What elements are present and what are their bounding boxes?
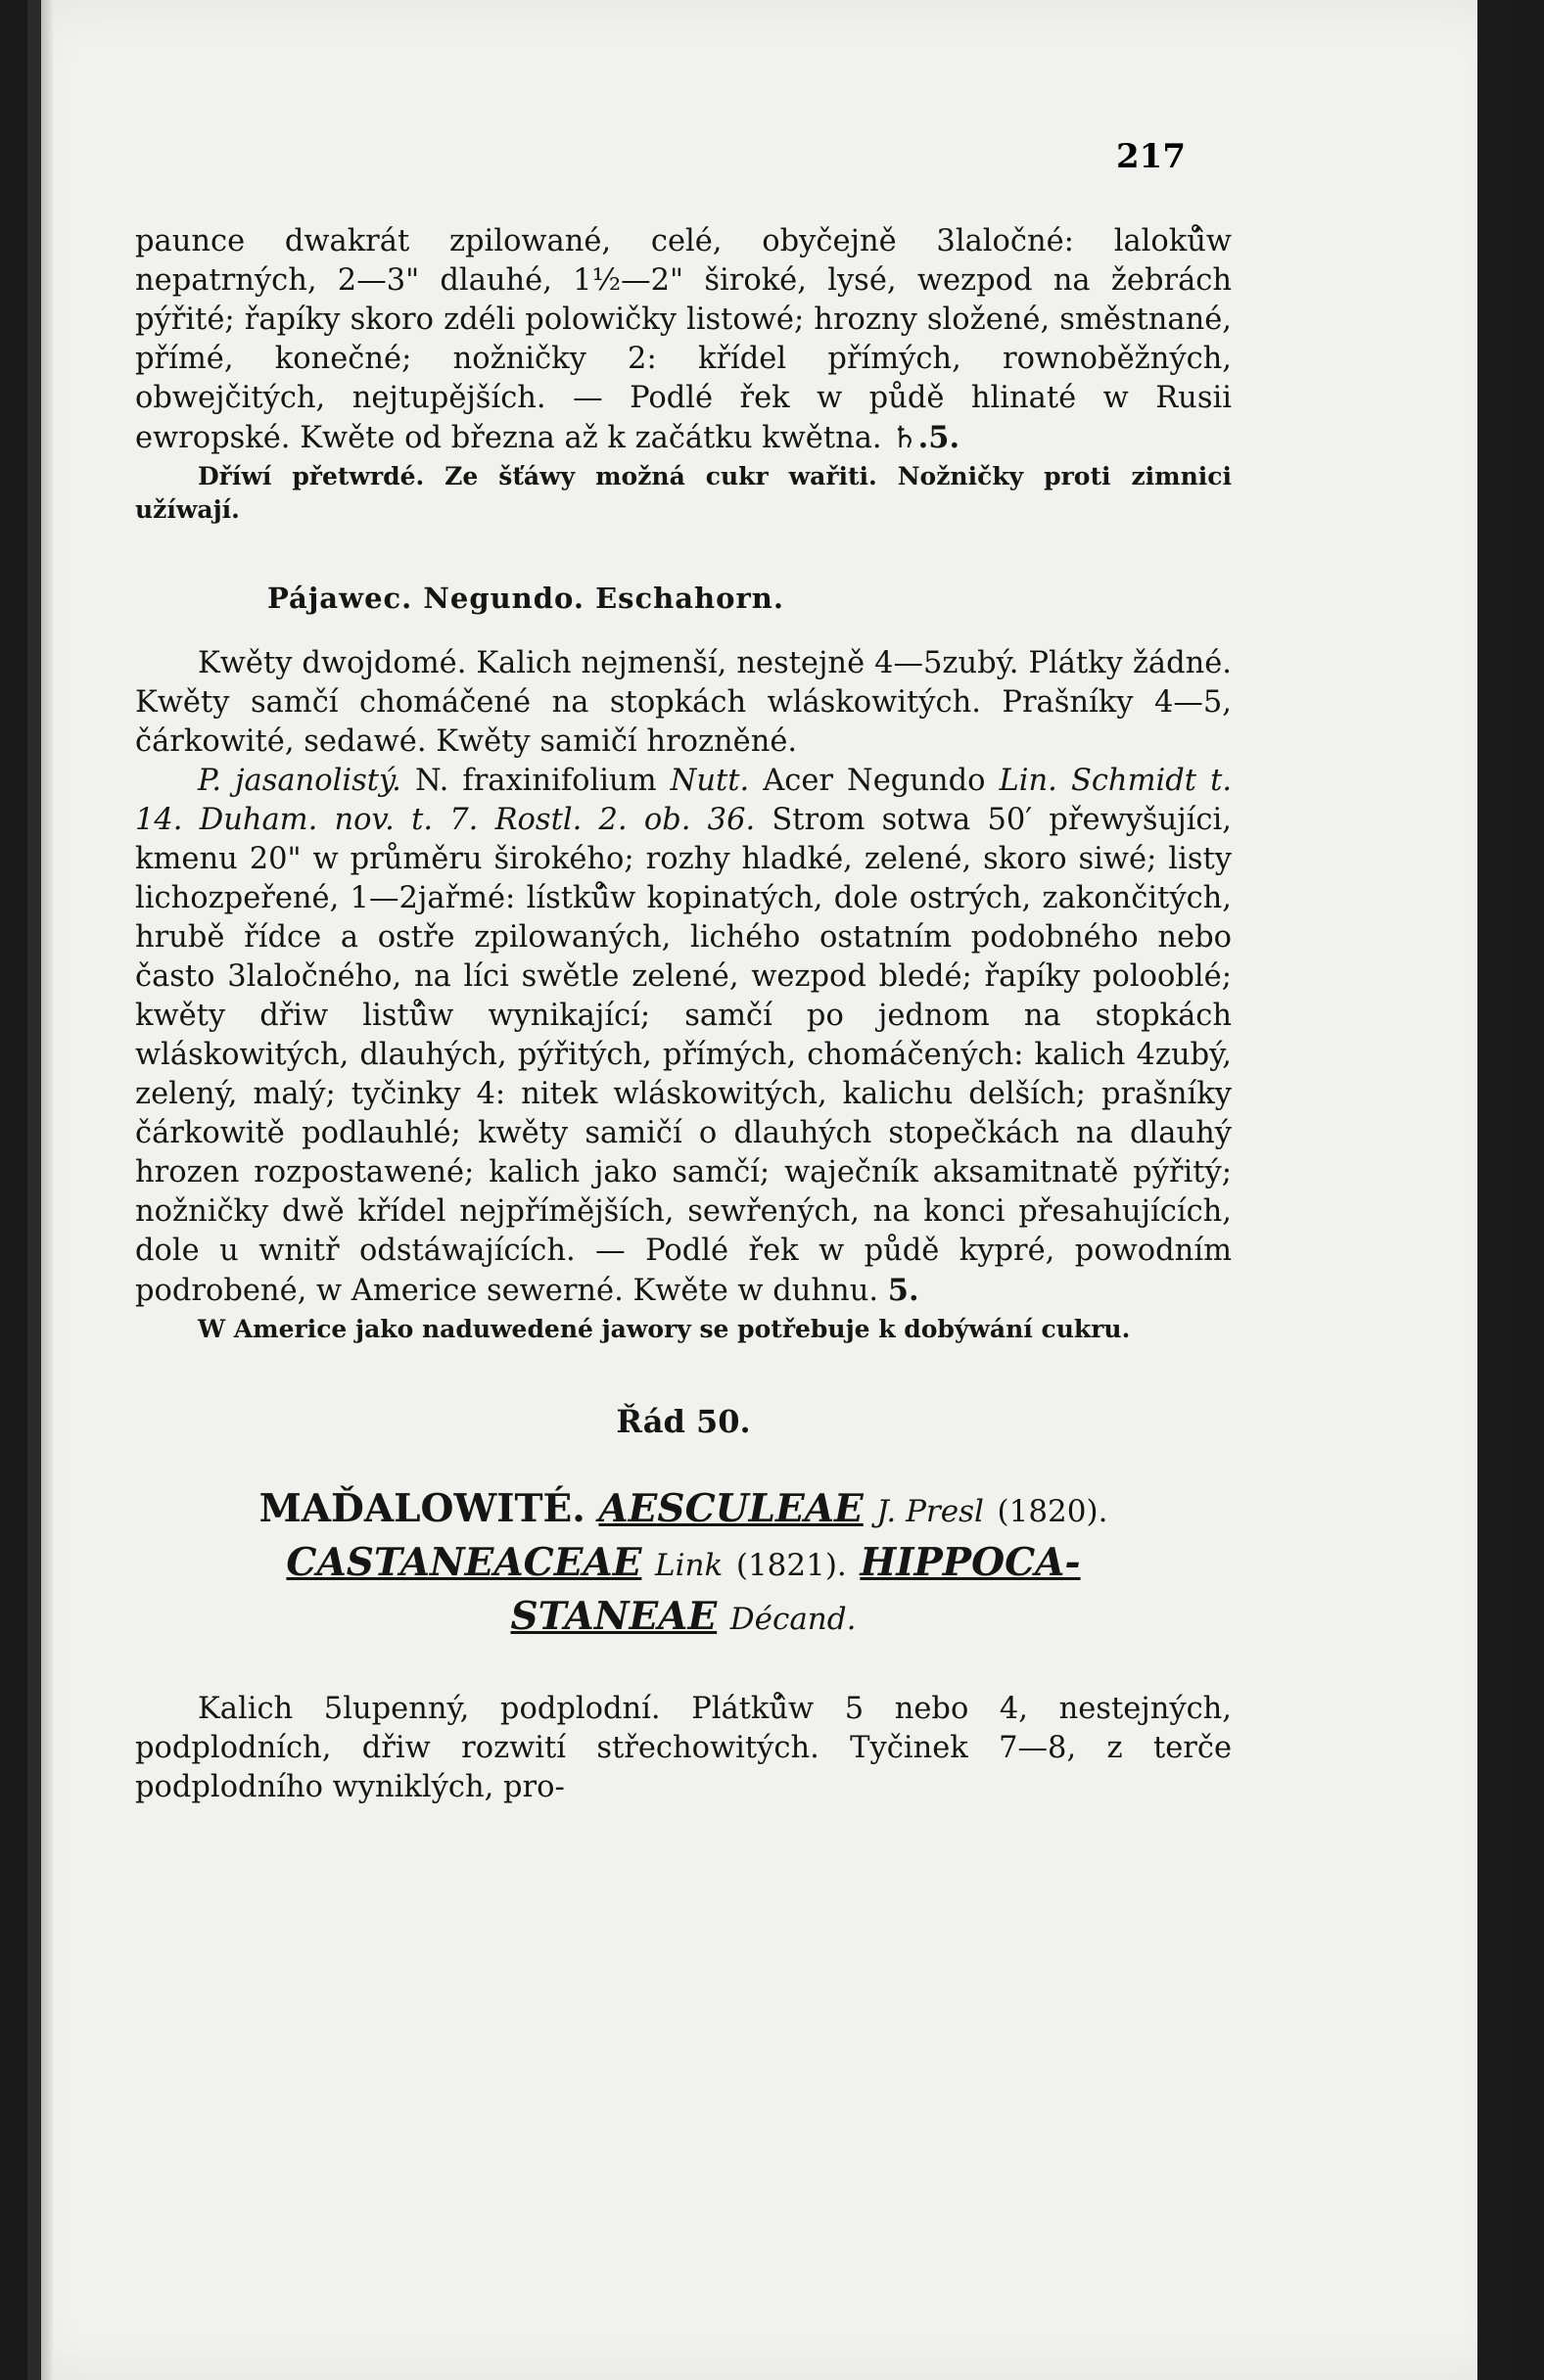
family-name-4b: STANEAE <box>510 1594 718 1639</box>
book-page <box>27 0 1511 2380</box>
species-author-2: Lin. <box>999 764 1057 798</box>
family-year-3: (1821). <box>735 1548 847 1583</box>
species-author-1: Nutt. <box>670 764 750 798</box>
species-ref-1: Schmidt t. 14. <box>135 764 1233 837</box>
order-heading: Řád 50. <box>616 1403 751 1440</box>
species-ref-3: Rostl. 2. ob. 36. <box>494 803 756 837</box>
species-paragraph <box>135 762 1232 1311</box>
acer-continuation-paragraph <box>135 222 1232 458</box>
species-duration-symbol: 5. <box>887 1273 919 1308</box>
family-name-1: MAĎALOWITÉ. <box>258 1486 585 1531</box>
species-synonym: Acer Negundo <box>763 764 986 798</box>
family-author-4: Décand. <box>729 1602 857 1637</box>
species-description: Strom sotwa 50′ přewyšujíci, kmenu 20" w průměru širokého; rozhy hladké, zelené, skoro siwé; listy lichozpeřené, 1—2jařmé: lístků̂w kopinatých, dole ostrých, zakončitých, hrubě řídce a ostře zpilowaných, lichého ostatním podobného nebo často 3laločného, na líci swětle zelené, wezpod bledé; řapíky poloоblé; kwěty dřiw listů̂w wynikající; samčí po jednom na stopkách wláskowitých, dlauhých, pýřitých, přímých, chomáčených: kalich 4zubý, zelený, malý; tyčinky 4: nitek wláskowitých, kalichu delších; prašníky čárkowitě podlauhlé; kwěty samičí o dlauhých stopečkách na dlauhý hrozen rozpostawené; kalich jako samčí; waječník aksamitnatě pýřitý; nožničky dwě křídel nejpřímějších, sewřených, na konci přesahujících, dole u wnitř odstáwajících. — Podlé řek w půdě kypré, powodním podrobené, w Americe sewerné. Kwěte w duhnu. <box>135 803 1232 1308</box>
family-author-3: Link <box>655 1548 724 1583</box>
duration-symbol: ♄.5. <box>891 420 960 455</box>
family-heading <box>135 1483 1232 1645</box>
family-name-4a: HIPPOCA- <box>860 1540 1081 1585</box>
acer-continuation-text: paunce dwakrát zpilowané, celé, obyčejně 3laločné: laloků̂w nepatrných, 2—3" dlauhé, 1½—2" široké, lysé, wezpod na žebrách pýřité; řapíky skoro zdéli polowičky listowé; hrozny složené, směstnané, přímé, konečné; nožničky 2: křídel přímých, rownoběžných, obwejčitých, nejtupějších. — Podlé řek w půdě hlinaté w Rusii ewropské. Kwěte od března až k začátku kwětna. <box>135 224 1232 455</box>
family-year-2: (1820). <box>997 1494 1108 1529</box>
family-description: Kalich 5lupenný, podplodní. Plátků̂w 5 nebo 4, nestejných, podplodních, dřiw rozwití střechowitých. Tyčinek 7—8, z terče podplodního wyniklých, pro- <box>135 1692 1232 1804</box>
genus-description: Kwěty dwojdomé. Kalich nejmenší, nestejně 4—5zubý. Plátky žádné. Kwěty samčí chomáčené na stopkách wláskowitých. Prašníky 4—5, čárkowité, sedawé. Kwěty samičí hrozněné. <box>135 646 1232 759</box>
page-spine-shadow <box>27 0 41 2380</box>
species-name-cz: P. jasanolistý. <box>198 764 401 798</box>
page-number: 217 <box>1116 137 1186 176</box>
page-right-edge <box>1477 0 1511 2380</box>
species-note: W Americe jako naduwedené jawory se potřebuje k dobýwání cukru. <box>198 1315 1131 1343</box>
family-name-2: AESCULEAE <box>598 1486 864 1531</box>
species-name-lat: N. fraxinifolium <box>414 764 657 798</box>
genus-heading: Pájawec. Negundo. Eschahorn. <box>267 582 784 615</box>
page-content <box>135 132 1232 1807</box>
species-ref-2: Duham. nov. t. 7. <box>199 803 479 837</box>
family-name-3: CASTANEACEAE <box>286 1540 642 1585</box>
family-author-2: J. Presl <box>876 1494 984 1529</box>
page-binding <box>41 0 53 2380</box>
acer-note: Dříwí přetwrdé. Ze šťáwy možná cukr wařiti. Nožničky proti zimnici užíwají. <box>135 462 1232 524</box>
